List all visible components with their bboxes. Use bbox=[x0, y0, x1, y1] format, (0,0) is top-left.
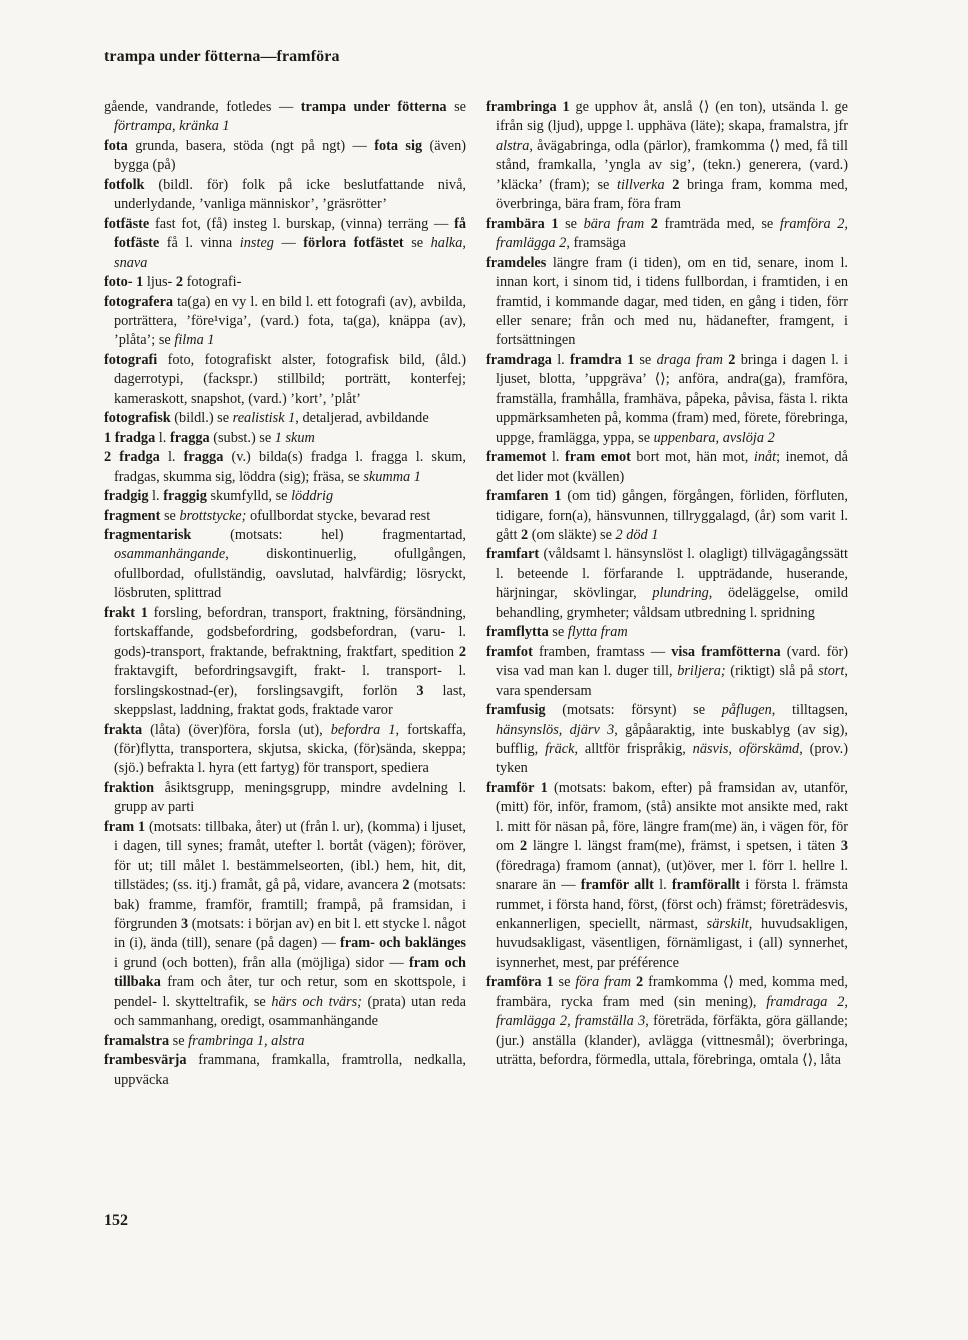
page-number: 152 bbox=[104, 1212, 128, 1229]
dictionary-entry: framflytta se flytta fram bbox=[486, 624, 628, 641]
dictionary-entry: 1 fradga l. fragga (subst.) se 1 skum bbox=[104, 429, 315, 446]
dictionary-entry: foto- 1 ljus- 2 fotografi- bbox=[104, 274, 242, 291]
dictionary-entry: framfot framben, framtass — visa framfötterna (vard. för) visa vad man kan l. duger till, briljera; (riktigt) slå på stort, vara spendersam bbox=[486, 643, 848, 699]
dictionary-entry: framföra 1 se föra fram 2 framkomma ⟨⟩ med, komma med, frambära, rycka fram med (sin mening), framdraga 2, framlägga 2, framställa 3, företräda, förfäkta, göra gällande; (jur.) anställa (klander), avlägga (vittnesmål); överbringa, uträtta, befordra, förmedla, uttala, förebringa, omtala ⟨⟩, låta bbox=[486, 974, 849, 1069]
dictionary-entry: framför 1 (motsats: bakom, efter) på framsidan av, utanför, (mitt) för, inför, framom, (stå) ansikte mot ansikte med, rakt l. mitt för näsan på, före, längre fram(me) än, i vägen för, för om 2 längre l. längst fram(me), främst, i spetsen, i täten 3 (föredraga) framom (annat), (ut)över, mer l. förr l. hellre l. snarare än — framför allt l. framförallt i första l. främsta rummet, i första hand, först, (först och) främst; företrädesvis, enkannerligen, speciellt, närmast, särskilt, huvudsakligen, huvudsakligast, väsentligen, förnämligast, i (all) synnerhet, isynnerhet, mest, par préférence bbox=[486, 779, 849, 971]
dictionary-entry: fraktion åsiktsgrupp, meningsgrupp, mindre avdelning l. grupp av parti bbox=[104, 779, 466, 816]
dictionary-entry: frambringa 1 ge upphov åt, anslå ⟨⟩ (en ton), utsända l. ge ifrån sig (ljud), uppge l. upphäva (läte); skapa, framalstra, jfr alstra, åvägabringa, odla (pärlor), framkomma ⟨⟩ med, få till stånd, framkalla, ’yngla av sig’, (tekn.) generera, (vard.) ’kläcka’ (fram); se tillverka 2 bringa fram, komma med, överbringa, bära fram, föra fram bbox=[486, 99, 849, 213]
dictionary-entry: frakt 1 forsling, befordran, transport, fraktning, försändning, fortskaffande, godsbefordring, godsbefordran, (varu- l. gods)-transport, fraktande, befraktning, fraktfart, spedition 2 fraktavgift, befordringsavgift, frakt- l. transport- l. forslingskostnad-(er), forslingsavgift, forlön 3 last, skeppslast, laddning, fraktat gods, fraktade varor bbox=[104, 604, 467, 719]
dictionary-entry: framdeles längre fram (i tiden), om en tid, senare, inom l. innan kort, i sinom tid, i tidens fullbordan, i framtiden, i en framtid, i kommande dagar, med tiden, en gång i tiden, förr eller senare; från och med nu, hädanefter, framgent, i fortsättningen bbox=[486, 254, 848, 349]
dictionary-entry: fotfolk (bildl. för) folk på icke beslutfattande nivå, underlydande, ’vanliga människor’, ’gräsrötter’ bbox=[104, 176, 466, 213]
dictionary-entry: fotografi foto, fotografiskt alster, fotografisk bild, (åld.) dagerrotypi, (fackspr.) stillbild; porträtt, konterfej; kameraskott, snapshot, (vard.) ’kort’, ’plåt’ bbox=[104, 351, 466, 407]
dictionary-entry: frambesvärja frammana, framkalla, framtrolla, nedkalla, uppväcka bbox=[104, 1052, 466, 1088]
dictionary-entry: fram 1 (motsats: tillbaka, åter) ut (från l. ur), (komma) i ljuset, i dagen, till synes; framåt, utefter l. bortåt (vägen); föröver, för ut; till målet l. bestämmelseorten, (ibl.) hem, hit, dit, tillstädes; (ss. itj.) framåt, gå på, vidare, avancera 2 (motsats: bak) framme, framför, framtill; frampå, på framsidan, i förgrunden 3 (motsats: i början av) en bit l. ett stycke l. något in (i), ända (till), senare (på dagen) — fram- och baklänges i grund (och botten), från alla (möjliga) sidor — fram och tillbaka fram och åter, tur och retur, som en skottspole, i pendel- l. skytteltrafik, se härs och tvärs; (prata) utan reda och sammanhang, oredigt, osammanhängande bbox=[104, 818, 466, 1030]
dictionary-entry: fragment se brottstycke; ofullbordat stycke, bevarad rest bbox=[104, 507, 431, 524]
dictionary-entry: framemot l. fram emot bort mot, hän mot, inåt; inemot, då det lider mot (kvällen) bbox=[486, 449, 848, 485]
dictionary-entry: framalstra se frambringa 1, alstra bbox=[104, 1032, 305, 1049]
dictionary-entry: fotografera ta(ga) en vy l. en bild l. ett fotografi (av), avbilda, porträttera, ’före¹viga’, (vard.) fota, ta(ga), knäppa (av), ’plåta’; se filma 1 bbox=[104, 293, 466, 349]
dictionary-entry: framfusig (motsats: försynt) se påflugen, tilltagsen, hänsynslös, djärv 3, gåpåaraktig, inte buskablyg (av sig), bufflig, fräck, alltför frispråkig, näsvis, oförskämd, (prov.) tyken bbox=[486, 702, 849, 777]
right-column bbox=[486, 98, 848, 1071]
dictionary-entry: 2 fradga l. fragga (v.) bilda(s) fradga l. fragga l. skum, fradgas, skumma sig, löddra (sig); fräsa, se skumma 1 bbox=[104, 449, 466, 485]
dictionary-entry: fotfäste fast fot, (få) insteg l. burskap, (vinna) terräng — få fotfäste få l. vinna insteg — förlora fotfästet se halka, snava bbox=[104, 215, 466, 271]
dictionary-entry: framfaren 1 (om tid) gången, förgången, förliden, förfluten, tidigare, forn(a), hänsvunnen, tillryggalagd, (år) som varit l. gått 2 (om släkte) se 2 död 1 bbox=[486, 488, 849, 543]
dictionary-entry: fragmentarisk (motsats: hel) fragmentartad, osammanhängande, diskontinuerlig, ofullgången, ofullbordad, ofullständig, oavslutad, halvfärdig; lösryckt, lösbruten, splittrad bbox=[104, 526, 466, 602]
dictionary-entry: gående, vandrande, fotledes — trampa under fötterna se förtrampa, kränka 1 bbox=[104, 99, 466, 135]
dictionary-entry: fotografisk (bildl.) se realistisk 1, detaljerad, avbildande bbox=[104, 410, 429, 427]
dictionary-entry: framdraga l. framdra 1 se draga fram 2 bringa i dagen l. i ljuset, blotta, ’uppgräva’ ⟨⟩; anföra, andra(ga), framföra, framställa, framhålla, framhäva, påpeka, påvisa, fästa l. rikta uppmärksamheten på, komma (fram) med, förete, förebringa, uppge, framlägga, yppa, se uppenbara, avslöja 2 bbox=[486, 351, 848, 446]
dictionary-entry: framfart (våldsamt l. hänsynslöst l. olagligt) tillvägagångssätt l. beteende l. förfarande l. uppträdande, huserande, härjningar, skövlingar, plundring, ödeläggelse, omild behandling, grymheter; våldsam utbredning l. spridning bbox=[486, 546, 848, 621]
dictionary-entry: frakta (låta) (över)föra, forsla (ut), befordra 1, fortskaffa, (för)flytta, transportera, skjutsa, skicka, (för)sända, skeppa; (sjö.) befrakta l. hyra (ett fartyg) för transport, spediera bbox=[104, 721, 466, 777]
running-head: trampa under fötterna—framföra bbox=[104, 48, 340, 65]
dictionary-entry: fota grunda, basera, stöda (ngt på ngt) — fota sig (även) bygga (på) bbox=[104, 137, 467, 174]
dictionary-entry: fradgig l. fraggig skumfylld, se löddrig bbox=[104, 488, 334, 505]
left-column bbox=[104, 98, 466, 1090]
dictionary-entry: frambära 1 se bära fram 2 framträda med, se framföra 2, framlägga 2, framsäga bbox=[486, 215, 848, 252]
